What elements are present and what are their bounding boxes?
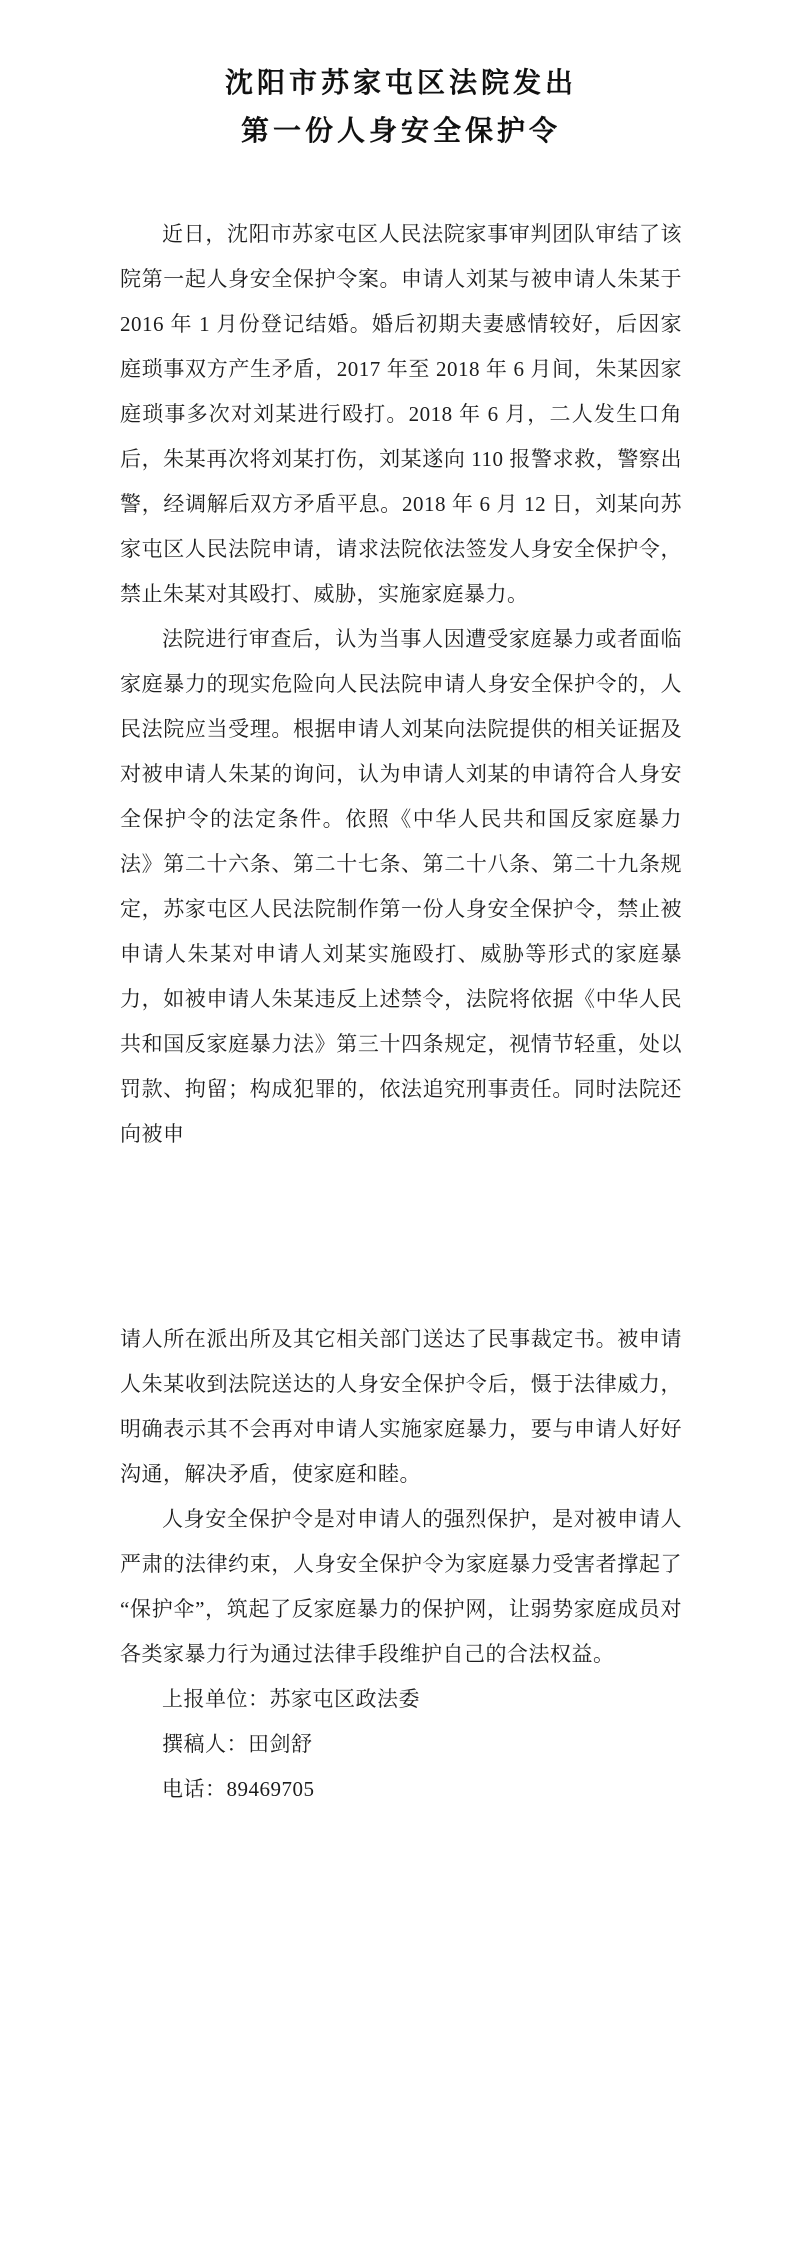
footer-reporting-unit: 上报单位：苏家屯区政法委 — [162, 1687, 420, 1711]
document-title — [120, 60, 682, 156]
paragraph-court-ruling-part2: 请人所在派出所及其它相关部门送达了民事裁定书。被申请人朱某收到法院送达的人身安全保护令后，慑于法律威力，明确表示其不会再对申请人实施家庭暴力，要与申请人好好沟通，解决矛盾，使家庭和睦。 — [120, 1327, 682, 1486]
document-footer — [120, 1677, 682, 1812]
paragraph-case-summary: 近日，沈阳市苏家屯区人民法院家事审判团队审结了该院第一起人身安全保护令案。申请人刘某与被申请人朱某于 2016 年 1 月份登记结婚。婚后初期夫妻感情较好，后因家庭琐事双方产生矛盾，2017 年至 2018 年 6 月间，朱某因家庭琐事多次对刘某进行殴打。2018 年 6 月，二人发生口角后，朱某再次将刘某打伤，刘某遂向 110 报警求救，警察出警，经调解后双方矛盾平息。2018 年 6 月 12 日，刘某向苏家屯区人民法院申请，请求法院依法签发人身安全保护令，禁止朱某对其殴打、威胁，实施家庭暴力。 — [120, 222, 682, 606]
title-line-1: 沈阳市苏家屯区法院发出 — [224, 68, 577, 99]
paragraph-significance: 人身安全保护令是对申请人的强烈保护，是对被申请人严肃的法律约束，人身安全保护令为家庭暴力受害者撑起了“保护伞”，筑起了反家庭暴力的保护网，让弱势家庭成员对各类家暴力行为通过法律手段维护自己的合法权益。 — [120, 1507, 682, 1666]
page-break-gap — [120, 1157, 682, 1317]
paragraph-court-ruling-part1: 法院进行审查后，认为当事人因遭受家庭暴力或者面临家庭暴力的现实危险向人民法院申请人身安全保护令的，人民法院应当受理。根据申请人刘某向法院提供的相关证据及对被申请人朱某的询问，认为申请人刘某的申请符合人身安全保护令的法定条件。依照《中华人民共和国反家庭暴力法》第二十六条、第二十七条、第二十八条、第二十九条规定，苏家屯区人民法院制作第一份人身安全保护令，禁止被申请人朱某对申请人刘某实施殴打、威胁等形式的家庭暴力，如被申请人朱某违反上述禁令，法院将依据《中华人民共和国反家庭暴力法》第三十四条规定，视情节轻重，处以罚款、拘留；构成犯罪的，依法追究刑事责任。同时法院还向被申 — [120, 627, 682, 1146]
footer-author: 撰稿人：田剑舒 — [162, 1732, 313, 1756]
footer-phone: 电话：89469705 — [162, 1777, 315, 1801]
title-line-2: 第一份人身安全保护令 — [240, 116, 561, 147]
document-body — [120, 212, 682, 1812]
